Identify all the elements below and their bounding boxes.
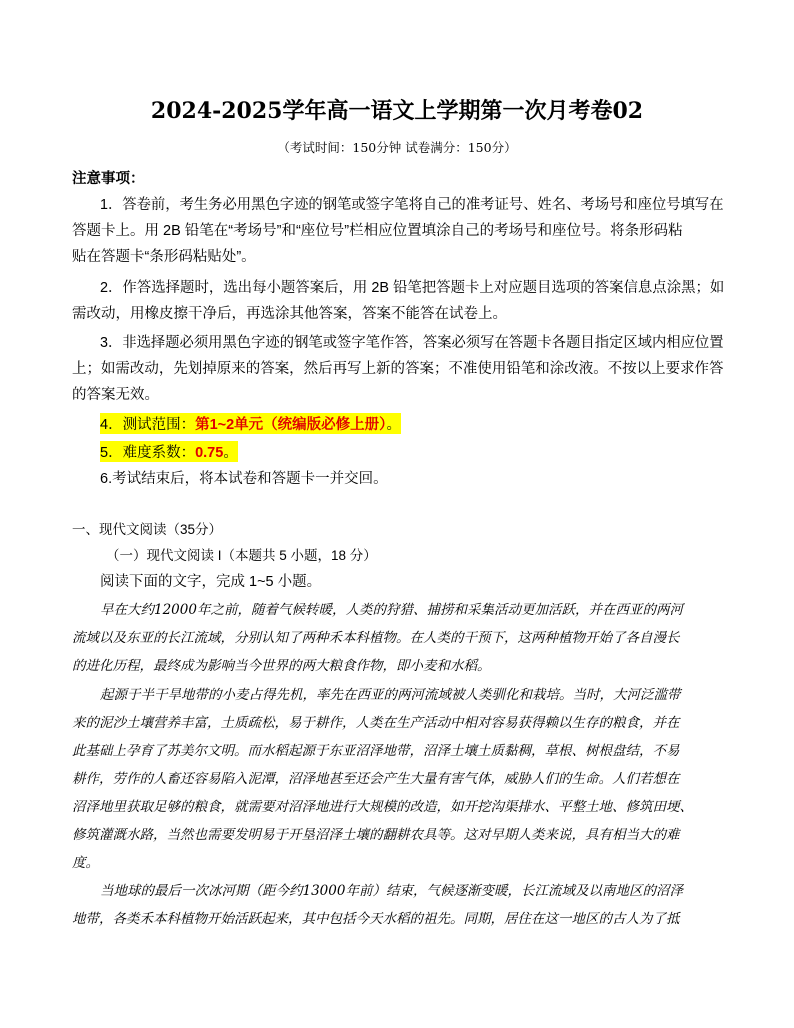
passage-line: 度。 <box>72 855 99 871</box>
notice-3-line: 上；如需改动，先划掉原来的答案，然后再写上新的答案；不准使用铅笔和涂改液。不按以上要求作答 <box>72 361 724 377</box>
passage-line: 流域以及东亚的长江流域，分别认知了两种禾本科植物。在人类的干预下，这两种植物开始了各自漫长 <box>72 630 680 646</box>
notice-2-line: 2．作答选择题时，选出每小题答案后，用 2B 铅笔把答题卡上对应题目选项的答案信息点涂黑；如 <box>100 280 725 296</box>
notice-1-line: 1．答卷前，考生务必用黑色字迹的钢笔或签字笔将自己的准考证号、姓名、考场号和座位号填写在 <box>100 197 724 213</box>
passage-line: 的进化历程，最终成为影响当今世界的两大粮食作物，即小麦和水稻。 <box>72 658 491 674</box>
notice-1-line: 贴在答题卡“条形码粘贴处”。 <box>72 249 256 265</box>
notice-3-line: 的答案无效。 <box>72 387 159 403</box>
test-scope-label: 4．测试范围： <box>100 417 196 433</box>
test-scope <box>100 413 401 434</box>
notice-3-line: 3．非选择题必须用黑色字迹的钢笔或签字笔作答，答案必须写在答题卡各题目指定区域内相应位置 <box>100 335 724 351</box>
notice-6: 6.考试结束后，将本试卷和答题卡一并交回。 <box>100 471 388 487</box>
reading-instruction: 阅读下面的文字，完成 1~5 小题。 <box>100 574 322 590</box>
notice-1-line: 答题卡上。用 2B 铅笔在“考场号”和“座位号”栏相应位置填涂自己的考场号和座位号。将条形码粘 <box>72 223 683 239</box>
passage-line: 沼泽地里获取足够的粮食，就需要对沼泽地进行大规模的改造，如开挖沟渠排水、平整土地、修筑田埂、 <box>72 799 693 815</box>
notice-2-line: 需改动，用橡皮擦干净后，再选涂其他答案，答案不能答在试卷上。 <box>72 306 507 322</box>
notice-heading: 注意事项： <box>72 171 145 187</box>
passage-line: 地带，各类禾本科植物开始活跃起来，其中包括今天水稻的祖先。同期，居住在这一地区的古人为了抵 <box>72 911 680 927</box>
passage-line: 起源于半干旱地带的小麦占得先机，率先在西亚的两河流域被人类驯化和栽培。当时，大河泛滥带 <box>100 687 681 703</box>
test-scope-suffix: 。 <box>386 417 401 433</box>
passage-line: 来的泥沙土壤营养丰富，土质疏松，易于耕作，人类在生产活动中相对容易获得赖以生存的粮食，并在 <box>72 715 680 731</box>
passage-line: 耕作，劳作的人畜还容易陷入泥潭，沼泽地甚至还会产生大量有害气体，威胁人们的生命。人们若想在 <box>72 771 680 787</box>
difficulty-suffix: 。 <box>223 445 238 461</box>
page-title: 2024-2025学年高一语文上学期第一次月考卷02 <box>150 98 644 124</box>
passage-line: 修筑灌溉水路，当然也需要发明易于开垦沼泽土壤的翻耕农具等。这对早期人类来说，具有相当大的难 <box>72 827 680 843</box>
test-scope-value: 第1~2单元（统编版必修上册） <box>195 417 387 433</box>
difficulty-value: 0.75 <box>195 445 224 461</box>
difficulty <box>100 441 238 462</box>
section-heading: 一、现代文阅读（35分） <box>72 522 223 537</box>
subsection-heading: （一）现代文阅读 I（本题共 5 小题，18 分） <box>106 548 377 563</box>
passage-line: 当地球的最后一次冰河期（距今约13000年前）结束，气候逐渐变暖，长江流域及以南地区的沼泽 <box>100 883 683 899</box>
exam-info: （考试时间：150分钟 试卷满分：150分） <box>277 140 517 155</box>
difficulty-label: 5．难度系数： <box>100 445 196 461</box>
passage-line: 此基础上孕育了苏美尔文明。而水稻起源于东亚沼泽地带，沼泽土壤土质黏稠，草根、树根盘结，不易 <box>72 743 680 759</box>
passage-line: 早在大约12000年之前，随着气候转暖，人类的狩猎、捕捞和采集活动更加活跃，并在西亚的两河 <box>100 602 683 618</box>
